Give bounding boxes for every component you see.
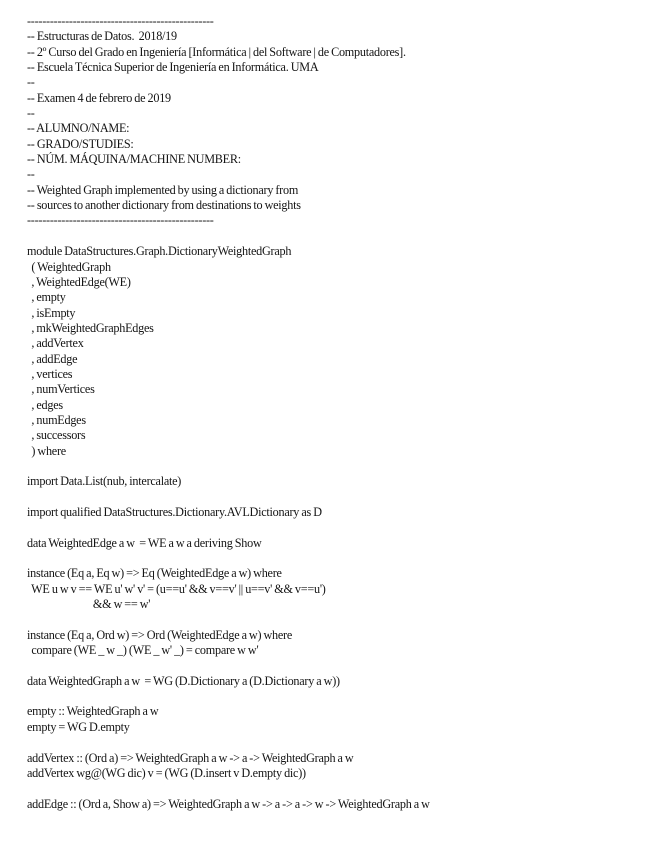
export-list-line: , vertices	[27, 366, 73, 381]
export-list-end-line: ) where	[27, 443, 66, 458]
source-code-text	[27, 14, 642, 812]
instance-body-line: WE u w v == WE u' w' v' = (u==u' && v==v' || u==v' && v==u')	[27, 581, 326, 596]
export-list-line: , edges	[27, 397, 63, 412]
type-signature-line: empty :: WeightedGraph a w	[27, 704, 159, 719]
instance-body-line: compare (WE _ w _) (WE _ w' _) = compare w w'	[27, 643, 259, 658]
blank-line	[27, 781, 642, 796]
export-list-line: , WeightedEdge(WE)	[27, 274, 131, 289]
blank-line	[27, 459, 642, 474]
type-signature-line: addVertex :: (Ord a) => WeightedGraph a w -> a -> WeightedGraph a w	[27, 750, 354, 765]
course-title-line: -- Estructuras de Datos. 2018/19	[27, 29, 177, 44]
export-list-line: ( WeightedGraph	[27, 259, 111, 274]
blank-line	[27, 689, 642, 704]
blank-line	[27, 520, 642, 535]
comment-rule-bottom: -------------------------------------------------	[27, 213, 214, 228]
import-line: import qualified DataStructures.Dictionary.AVLDictionary as D	[27, 505, 322, 519]
exam-date-line: -- Examen 4 de febrero de 2019	[27, 90, 171, 105]
export-list-line: , numVertices	[27, 382, 95, 397]
instance-line: instance (Eq a, Eq w) => Eq (WeightedEdge a w) where	[27, 566, 282, 581]
export-list-line: , addVertex	[27, 336, 84, 351]
blank-line	[27, 551, 642, 566]
description-line: -- sources to another dictionary from destinations to weights	[27, 198, 301, 213]
export-list-line: , isEmpty	[27, 305, 76, 320]
student-degree-line: -- GRADO/STUDIES:	[27, 136, 134, 151]
export-list-line: , mkWeightedGraphEdges	[27, 320, 154, 335]
comment-rule-top: -------------------------------------------------	[27, 14, 214, 28]
type-signature-line: addEdge :: (Ord a, Show a) => WeightedGraph a w -> a -> a -> w -> WeightedGraph a w	[27, 796, 430, 811]
student-name-line: -- ALUMNO/NAME:	[27, 121, 130, 136]
comment-line: --	[27, 106, 35, 121]
export-list-line: , empty	[27, 290, 66, 305]
definition-line: addVertex wg@(WG dic) v = (WG (D.insert v D.empty dic))	[27, 765, 306, 780]
blank-line	[27, 735, 642, 750]
blank-line	[27, 229, 642, 244]
data-declaration-line: data WeightedEdge a w = WE a w a deriving Show	[27, 535, 262, 550]
instance-line: instance (Eq a, Ord w) => Ord (WeightedEdge a w) where	[27, 627, 293, 642]
blank-line	[27, 490, 642, 505]
export-list-line: , successors	[27, 428, 86, 443]
export-list-line: , numEdges	[27, 412, 86, 427]
export-list-line: , addEdge	[27, 351, 78, 366]
module-declaration-line: module DataStructures.Graph.DictionaryWeightedGraph	[27, 244, 292, 259]
instance-body-line: && w == w'	[27, 597, 151, 612]
description-line: -- Weighted Graph implemented by using a dictionary from	[27, 182, 299, 197]
school-line: -- Escuela Técnica Superior de Ingeniería en Informática. UMA	[27, 60, 319, 75]
degree-line: -- 2º Curso del Grado en Ingeniería [Informática | del Software | de Computadores].	[27, 44, 406, 59]
definition-line: empty = WG D.empty	[27, 719, 130, 734]
machine-number-line: -- NÚM. MÁQUINA/MACHINE NUMBER:	[27, 152, 241, 167]
data-declaration-line: data WeightedGraph a w = WG (D.Dictionary a (D.Dictionary a w))	[27, 673, 340, 688]
blank-line	[27, 612, 642, 627]
comment-line: --	[27, 167, 35, 182]
import-line: import Data.List(nub, intercalate)	[27, 474, 182, 489]
blank-line	[27, 658, 642, 673]
comment-line: --	[27, 75, 35, 90]
